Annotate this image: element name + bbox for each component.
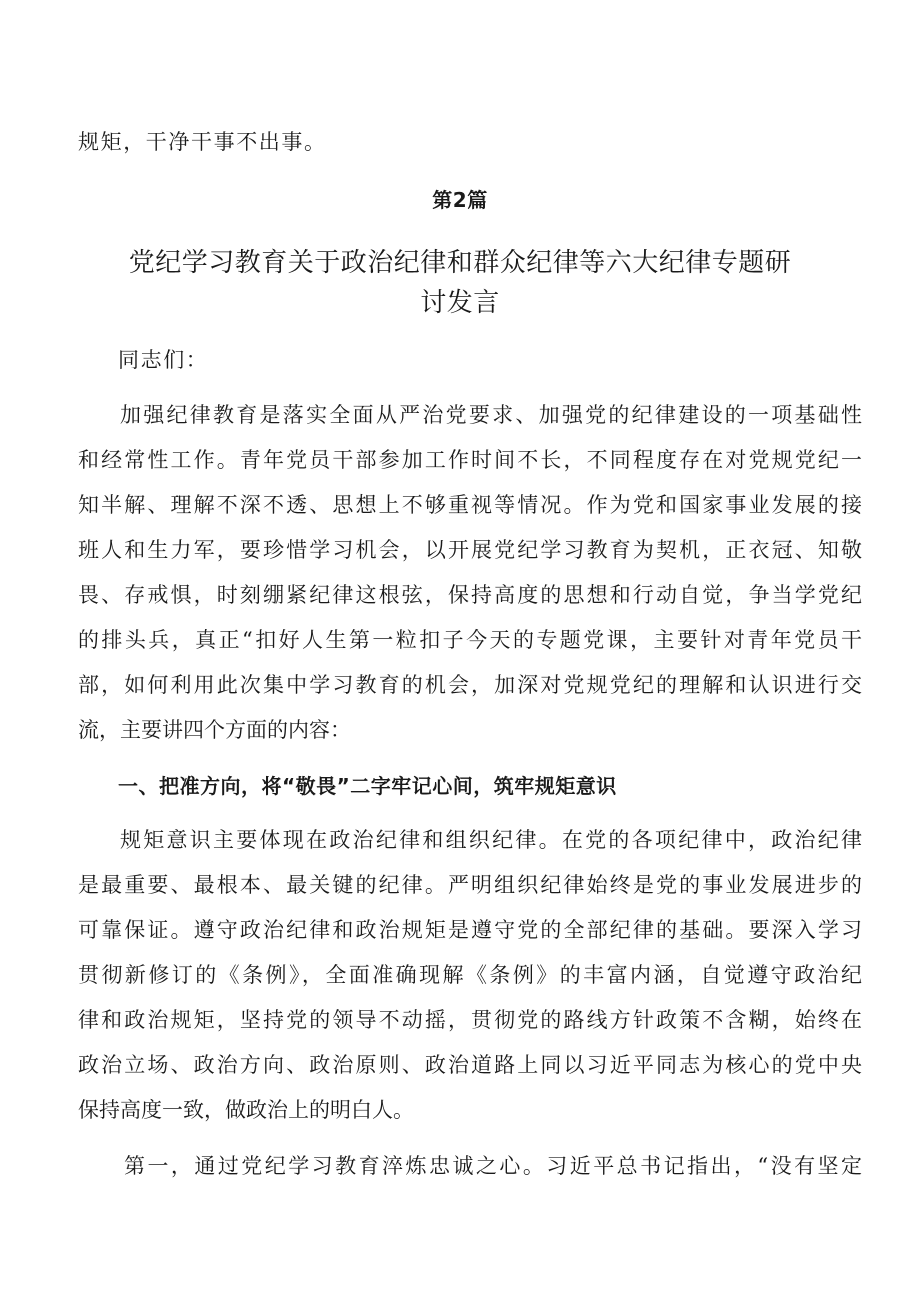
paragraph-2-line: 保持高度一致，做政治上的明白人。 <box>78 1098 414 1122</box>
paragraph-2-line: 政治立场、政治方向、政治原则、政治道路上同以习近平同志为核心的党中央 <box>78 1053 862 1077</box>
paragraph-2-line: 律和政治规矩，坚持党的领导不动摇，贯彻党的路线方针政策不含糊，始终在 <box>78 1008 862 1032</box>
paragraph-1-line: 的排头兵，真正“扣好人生第一粒扣子今天的专题党课，主要针对青年党员干 <box>78 628 862 652</box>
document-title-line-1: 党纪学习教育关于政治纪律和群众纪律等六大纪律专题研 <box>128 248 792 278</box>
previous-text-fragment: 规矩，干净干事不出事。 <box>78 130 327 154</box>
salutation: 同志们： <box>118 348 209 372</box>
document-title-line-2: 讨发言 <box>420 288 500 318</box>
paragraph-1-line: 和经常性工作。青年党员干部参加工作时间不长，不同程度存在对党规党纪一 <box>78 448 862 472</box>
paragraph-2-line: 规矩意识主要体现在政治纪律和组织纪律。在党的各项纪律中，政治纪律 <box>120 828 862 852</box>
paragraph-1-line: 加强纪律教育是落实全面从严治党要求、加强党的纪律建设的一项基础性 <box>120 403 862 427</box>
paragraph-1-line: 班人和生力军，要珍惜学习机会，以开展党纪学习教育为契机，正衣冠、知敬 <box>78 538 862 562</box>
section-1-heading: 一、把准方向，将“敬畏”二字牢记心间，筑牢规矩意识 <box>118 774 617 798</box>
chapter-label: 第2篇 <box>432 188 488 212</box>
paragraph-2-line: 可靠保证。遵守政治纪律和政治规矩是遵守党的全部纪律的基础。要深入学习 <box>78 918 862 942</box>
paragraph-1-line: 畏、存戒惧，时刻绷紧纪律这根弦，保持高度的思想和行动自觉，争当学党纪 <box>78 583 862 607</box>
paragraph-1-line: 流，主要讲四个方面的内容： <box>78 718 351 742</box>
paragraph-3-line: 第一，通过党纪学习教育淬炼忠诚之心。习近平总书记指出，“没有坚定 <box>124 1154 862 1178</box>
paragraph-1-line: 部，如何利用此次集中学习教育的机会，加深对党规党纪的理解和认识进行交 <box>78 673 862 697</box>
paragraph-2-line: 贯彻新修订的《条例》，全面准确现解《条例》的丰富内涵，自觉遵守政治纪 <box>78 963 862 987</box>
paragraph-2-line: 是最重要、最根本、最关键的纪律。严明组织纪律始终是党的事业发展进步的 <box>78 873 862 897</box>
paragraph-1-line: 知半解、理解不深不透、思想上不够重视等情况。作为党和国家事业发展的接 <box>78 493 862 517</box>
